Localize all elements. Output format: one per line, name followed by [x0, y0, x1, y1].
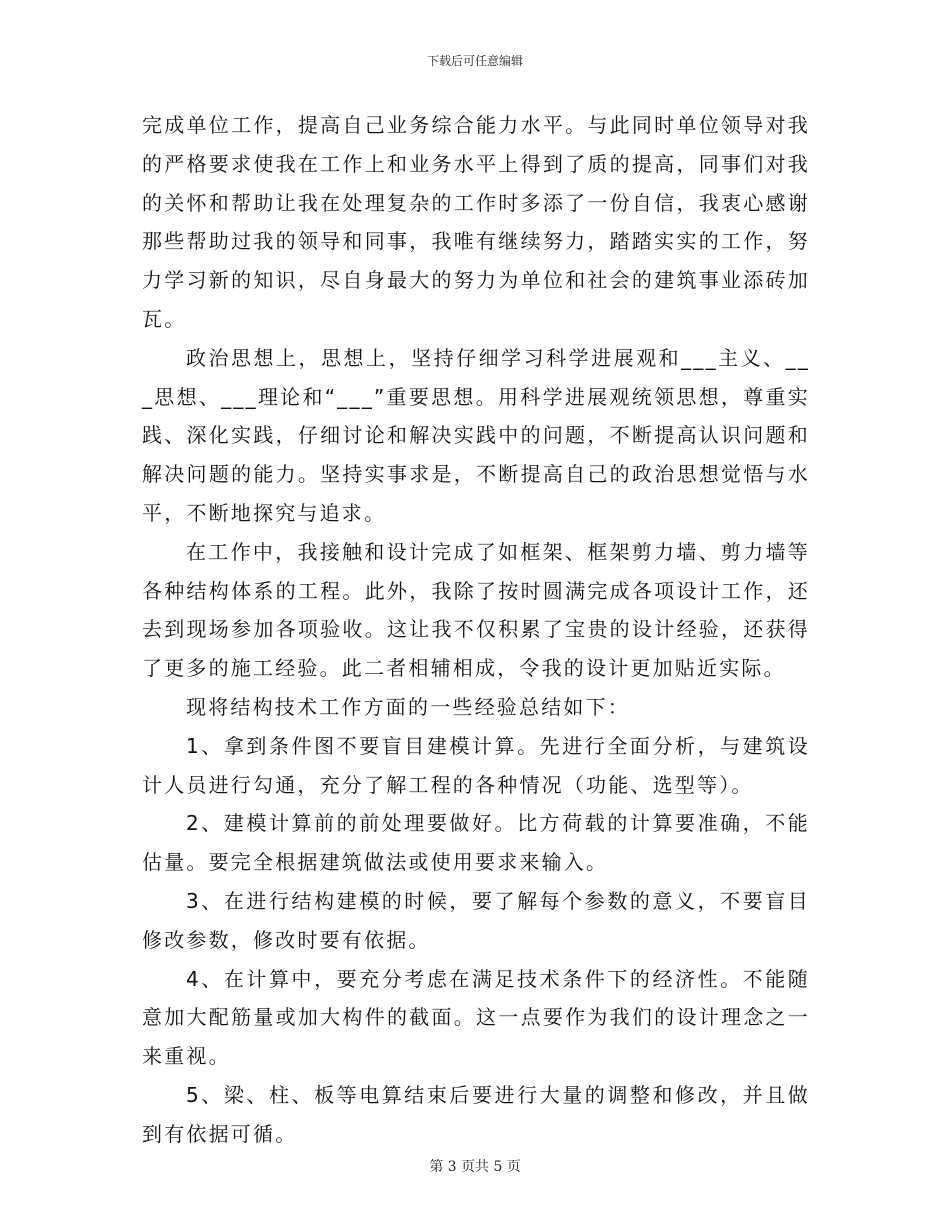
paragraph-4: 现将结构技术工作方面的一些经验总结如下：: [186, 694, 630, 719]
list-item-3: 3、在进行结构建模的时候，要了解每个参数的意义，不要盲目修改参数，修改时要有依据。: [142, 888, 810, 952]
document-body: [142, 106, 810, 1154]
list-item-4: 4、在计算中，要充分考虑在满足技术条件下的经济性。不能随意加大配筋量或加大构件的截面。这一点要作为我们的设计理念之一来重视。: [142, 966, 810, 1069]
list-item-5: 5、梁、柱、板等电算结束后要进行大量的调整和修改，并且做到有依据可循。: [142, 1082, 810, 1146]
list-item-1: 1、拿到条件图不要盲目建模计算。先进行全面分析，与建筑设计人员进行勾通，充分了解工程的各种情况（功能、选型等）。: [142, 733, 810, 797]
page-header: 下载后可任意编辑: [426, 54, 523, 68]
paragraph-1: 完成单位工作，提高自己业务综合能力水平。与此同时单位领导对我的严格要求使我在工作上和业务水平上得到了质的提高，同事们对我的关怀和帮助让我在处理复杂的工作时多添了一份自信，我衷心感谢那些帮助过我的领导和同事，我唯有继续努力，踏踏实实的工作，努力学习新的知识，尽自身最大的努力为单位和社会的建筑事业添砖加瓦。: [142, 113, 810, 331]
list-item-2: 2、建模计算前的前处理要做好。比方荷载的计算要准确，不能估量。要完全根据建筑做法或使用要求来输入。: [142, 811, 810, 875]
page-number: 第 3 页共 5 页: [429, 1159, 521, 1175]
paragraph-3: 在工作中，我接触和设计完成了如框架、框架剪力墙、剪力墙等各种结构体系的工程。此外，我除了按时圆满完成各项设计工作，还去到现场参加各项验收。这让我不仅积累了宝贵的设计经验，还获得了更多的施工经验。此二者相辅相成，令我的设计更加贴近实际。: [142, 539, 810, 681]
paragraph-2: 政治思想上，思想上，坚持仔细学习科学进展观和___主义、___思想、___理论和“___”重要思想。用科学进展观统领思想，尊重实践、深化实践，仔细讨论和解决实践中的问题，不断提高认识问题和解决问题的能力。坚持实事求是，不断提高自己的政治思想觉悟与水平，不断地探究与追求。: [142, 345, 810, 525]
